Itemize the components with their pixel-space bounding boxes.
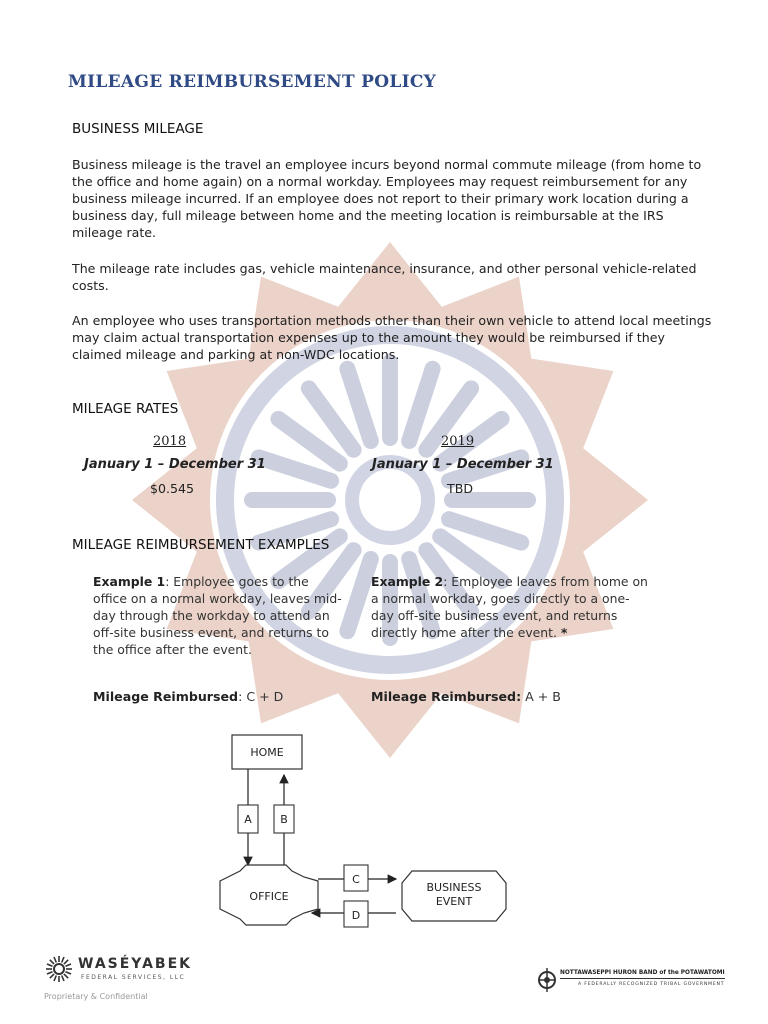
home-label: HOME [250, 746, 284, 759]
example-2-reimbursed-label: Mileage Reimbursed: [371, 689, 522, 704]
example-2 [371, 573, 651, 641]
example-1 [93, 573, 343, 658]
business-mileage-paragraph-2: The mileage rate includes gas, vehicle maintenance, insurance, and other personal vehicle-related costs. [72, 261, 697, 293]
example-2-label: Example 2 [371, 574, 444, 589]
example-2-asterisk: * [560, 625, 568, 640]
example-2-reimbursed-value: A + B [521, 689, 561, 704]
example-1-label: Example 1 [93, 574, 166, 589]
rate-range-2019: January 1 – December 31 [372, 457, 554, 472]
nhbp-name: NOTTAWASEPPI HURON BAND of the POTAWATOMI [560, 970, 725, 976]
rate-value-2019: TBD [447, 481, 474, 496]
waseyabek-subtitle: FEDERAL SERVICES, LLC [81, 974, 186, 981]
sun-ray [62, 976, 64, 982]
label-c: C [352, 873, 360, 886]
office-label: OFFICE [249, 890, 289, 903]
business-event-shape [402, 871, 506, 921]
sun-ray [66, 972, 72, 974]
mileage-diagram [210, 725, 520, 935]
business-mileage-paragraph-1: Business mileage is the travel an employee incurs beyond normal commute mileage (from home to the office and home again) on a normal workday. Employees may request reimbursement for any business mileage incurred. If an employee does not report to their primary work location during a business day, full mileage between home and the meeting location is reimbursable at the IRS mileage rate. [72, 157, 702, 240]
label-b: B [280, 813, 288, 826]
box-a [238, 805, 258, 833]
waseyabek-name: WASÉYABEK [78, 956, 193, 972]
business-mileage-paragraph-3: An employee who uses transportation methods other than their own vehicle to attend local meetings may claim actual transportation expenses up to the amount they would be reimbursed if they claimed mileage and parking at non-WDC locations. [72, 313, 712, 362]
box-b [274, 805, 294, 833]
box-d [344, 901, 368, 927]
sun-ray [47, 972, 53, 974]
label-d: D [351, 909, 361, 922]
home-box [232, 735, 302, 769]
sun-ray [62, 957, 64, 963]
sun-ray [50, 974, 54, 978]
nhbp-divider [560, 978, 725, 979]
sun-ray [54, 976, 56, 982]
rate-value-2018: $0.545 [150, 481, 195, 496]
example-2-reimbursed [371, 689, 561, 704]
page-title: MILEAGE REIMBURSEMENT POLICY [68, 72, 437, 92]
sun-ray [50, 960, 54, 964]
sun-ray [64, 960, 68, 964]
event-label-1: BUSINESS [426, 881, 482, 894]
example-1-reimbursed-label: Mileage Reimbursed [93, 689, 239, 704]
sun-ray [54, 957, 56, 963]
nhbp-seal-icon [537, 966, 557, 994]
example-1-text: : Employee goes to the office on a normal workday, leaves mid-day through the workday to attend an off-site business event, and returns to the office after the event. [93, 574, 342, 657]
sun-ray [66, 964, 72, 966]
confidential-notice: Proprietary & Confidential [44, 992, 148, 1001]
rate-year-2019: 2019 [441, 434, 475, 449]
event-label-2: EVENT [435, 895, 473, 908]
example-2-text: : Employee leaves from home on a normal workday, goes directly to a one-day off-site business event, and returns directly home after the event. [371, 574, 648, 640]
box-c [344, 865, 368, 891]
rate-range-2018: January 1 – December 31 [84, 457, 266, 472]
sun-ray [47, 964, 53, 966]
example-1-reimbursed-value: : C + D [238, 689, 284, 704]
label-a: A [244, 813, 252, 826]
example-1-reimbursed [93, 689, 283, 704]
rate-year-2018: 2018 [153, 434, 187, 449]
nhbp-subtitle: A FEDERALLY RECOGNIZED TRIBAL GOVERNMENT [578, 982, 725, 987]
mileage-rates-heading: MILEAGE RATES [72, 401, 179, 417]
business-mileage-heading: BUSINESS MILEAGE [72, 121, 204, 137]
examples-heading: MILEAGE REIMBURSEMENT EXAMPLES [72, 537, 330, 553]
waseyabek-sun-icon [44, 954, 74, 984]
sun-ray [64, 974, 68, 978]
office-shape [220, 865, 318, 925]
